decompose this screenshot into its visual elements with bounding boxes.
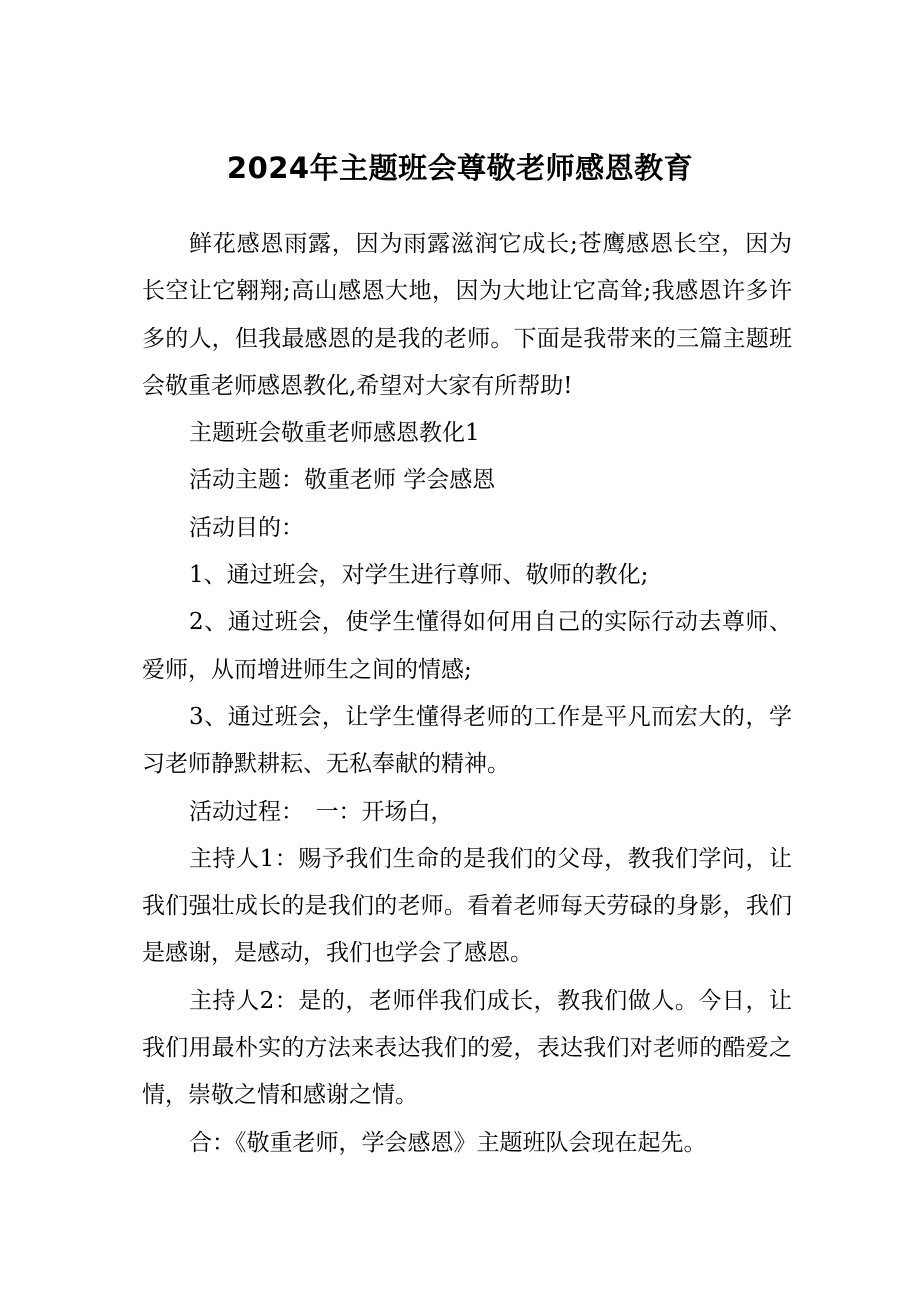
paragraph-purpose-1: 1、通过班会，对学生进行尊师、敬师的教化; <box>189 562 649 589</box>
document-title: 2024年主题班会尊敬老师感恩教育 <box>226 151 694 185</box>
paragraph-activity-theme: 活动主题：敬重老师 学会感恩 <box>189 467 496 494</box>
paragraph-together: 合：《敬重老师，学会感恩》主题班队会现在起先。 <box>189 1129 707 1156</box>
paragraph-purpose-3: 3、通过班会，让学生懂得老师的工作是平凡而宏大的，学习老师静默耕耘、无私奉献的精神。 <box>142 703 792 778</box>
paragraph-activity-purpose: 活动目的： <box>189 514 304 541</box>
paragraph-section-heading: 主题班会敬重老师感恩教化1 <box>189 420 480 447</box>
paragraph-host-1: 主持人1：赐予我们生命的是我们的父母，教我们学问，让我们强壮成长的是我们的老师。看着老师每天劳碌的身影，我们是感谢，是感动，我们也学会了感恩。 <box>142 845 792 967</box>
paragraph-purpose-2: 2、通过班会，使学生懂得如何用自己的实际行动去尊师、爱师，从而增进师生之间的情感; <box>142 609 792 683</box>
paragraph-host-2: 主持人2：是的，老师伴我们成长，教我们做人。今日，让我们用最朴实的方法来表达我们的爱，表达我们对老师的酷爱之情，崇敬之情和感谢之情。 <box>142 987 792 1109</box>
document-body <box>142 221 792 1167</box>
paragraph-activity-process: 活动过程： 一：开场白， <box>189 798 454 825</box>
paragraph-intro: 鲜花感恩雨露，因为雨露滋润它成长;苍鹰感恩长空，因为长空让它翱翔;高山感恩大地，因为大地让它高耸;我感恩许多许多的人，但我最感恩的是我的老师。下面是我带来的三篇主题班会敬重老师感恩教化,希望对大家有所帮助! <box>142 231 792 399</box>
